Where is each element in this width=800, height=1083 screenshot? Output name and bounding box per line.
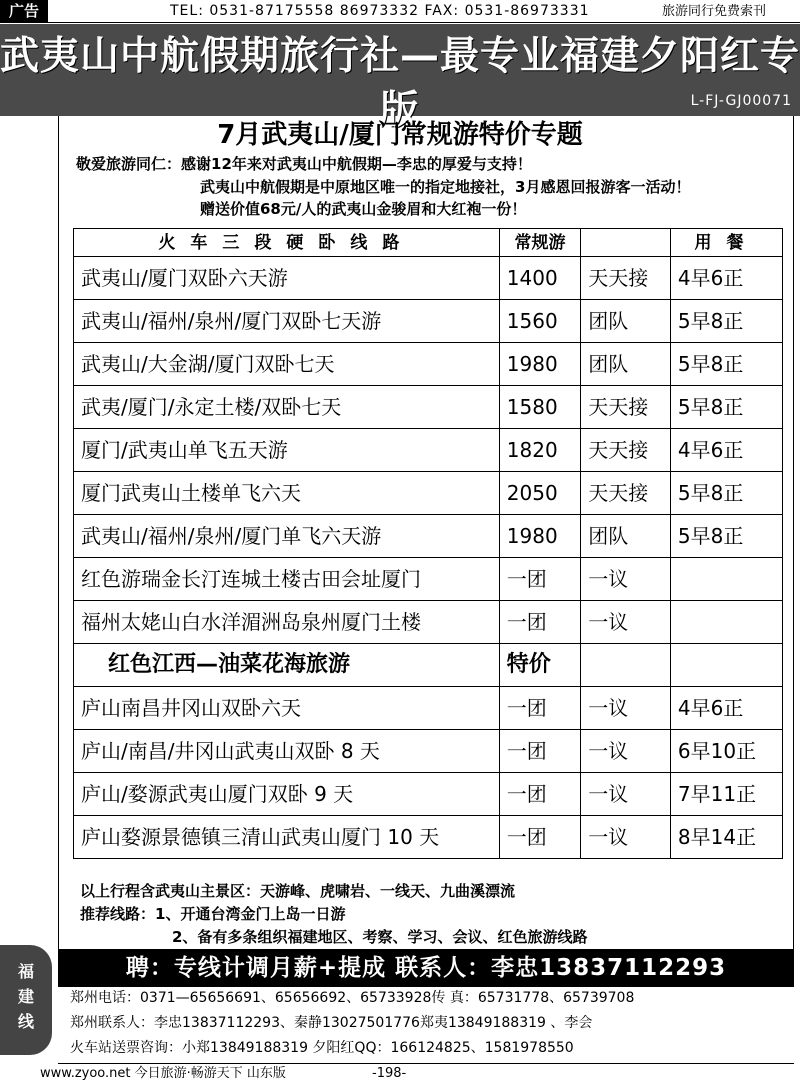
route-type: 天天接 — [581, 429, 671, 472]
section-label: 特价 — [499, 644, 580, 687]
route-type: 一议 — [581, 730, 671, 773]
route-type: 团队 — [581, 343, 671, 386]
route-type: 天天接 — [581, 257, 671, 300]
page-subtitle: 7月武夷山/厦门常规游特价专题 — [217, 120, 583, 150]
header-meal: 用餐 — [670, 229, 782, 257]
route-type: 一议 — [581, 601, 671, 644]
footer-site: www.zyoo.net 今日旅游·畅游天下 山东版 — [40, 1066, 286, 1081]
top-divider — [0, 22, 800, 23]
ad-tag: 广告 — [0, 0, 48, 22]
route-price: 1560 — [499, 300, 580, 343]
route-meal — [670, 601, 782, 644]
route-name: 红色游瑞金长汀连城土楼古田会址厦门 — [74, 558, 500, 601]
route-type: 一议 — [581, 773, 671, 816]
note-line-2: 推荐线路：1、开通台湾金门上岛一日游 — [80, 905, 346, 923]
route-price: 1580 — [499, 386, 580, 429]
banner-title: 武夷山中航假期旅行社—最专业福建夕阳红专版 — [0, 34, 800, 133]
section-empty — [581, 644, 671, 687]
contact-line: TEL: 0531-87175558 86973332 FAX: 0531-86973331 — [170, 3, 590, 19]
route-meal: 6早10正 — [670, 730, 782, 773]
table-row — [74, 515, 783, 558]
note-line-1: 以上行程含武夷山主景区：天游峰、虎啸岩、一线天、九曲溪漂流 — [80, 882, 516, 900]
table-row — [74, 257, 783, 300]
header-route: 火车三段硬卧线路 — [74, 229, 500, 257]
intro-line-3: 赠送价值68元/人的武夷山金骏眉和大红袍一份！ — [200, 200, 527, 218]
region-side-tab — [0, 945, 52, 1055]
route-meal: 4早6正 — [670, 429, 782, 472]
table-row — [74, 816, 783, 859]
section-empty — [670, 644, 782, 687]
side-tab-char: 福 — [17, 962, 34, 981]
route-price: 1820 — [499, 429, 580, 472]
route-price: 一团 — [499, 687, 580, 730]
table-row — [74, 472, 783, 515]
info-line-1: 郑州电话：0371—65656691、65656692、65733928传 真：65731778、65739708 — [70, 990, 635, 1006]
route-type: 一议 — [581, 687, 671, 730]
section-title: 红色江西—油菜花海旅游 — [74, 644, 500, 687]
page-number: -198- — [372, 1066, 407, 1081]
side-tab-char: 建 — [17, 987, 34, 1006]
route-price: 1980 — [499, 515, 580, 558]
publication-tag: 旅游同行免费索刊 — [662, 4, 767, 19]
route-meal: 5早8正 — [670, 343, 782, 386]
route-meal: 5早8正 — [670, 515, 782, 558]
route-price: 1400 — [499, 257, 580, 300]
route-name: 厦门武夷山土楼单飞六天 — [74, 472, 500, 515]
route-price: 一团 — [499, 730, 580, 773]
route-name: 庐山婺源景德镇三清山武夷山厦门 10 天 — [74, 816, 500, 859]
route-name: 庐山/南昌/井冈山武夷山双卧 8 天 — [74, 730, 500, 773]
route-name: 武夷/厦门/永定土楼/双卧七天 — [74, 386, 500, 429]
table-row — [74, 773, 783, 816]
table-row — [74, 386, 783, 429]
table-row — [74, 429, 783, 472]
info-line-3: 火车站送票咨询：小郑13849188319 夕阳红QQ：166124825、1581978550 — [70, 1040, 574, 1056]
route-price: 一团 — [499, 816, 580, 859]
header-price: 常规游 — [499, 229, 580, 257]
route-type: 一议 — [581, 558, 671, 601]
route-meal: 5早8正 — [670, 386, 782, 429]
route-name: 庐山南昌井冈山双卧六天 — [74, 687, 500, 730]
route-price: 一团 — [499, 773, 580, 816]
route-type: 天天接 — [581, 386, 671, 429]
table-row — [74, 300, 783, 343]
route-meal: 8早14正 — [670, 816, 782, 859]
table-row — [74, 558, 783, 601]
table-row — [74, 343, 783, 386]
table-row — [74, 601, 783, 644]
note-line-3: 2、备有多条组织福建地区、考察、学习、会议、红色旅游线路 — [172, 928, 588, 946]
header-type — [581, 229, 671, 257]
route-type: 团队 — [581, 300, 671, 343]
bottom-divider — [58, 1063, 794, 1064]
route-name: 武夷山/福州/泉州/厦门单飞六天游 — [74, 515, 500, 558]
table-row — [74, 730, 783, 773]
section-row — [74, 644, 783, 687]
route-type: 团队 — [581, 515, 671, 558]
table-row — [74, 687, 783, 730]
route-meal: 4早6正 — [670, 257, 782, 300]
route-name: 庐山/婺源武夷山厦门双卧 9 天 — [74, 773, 500, 816]
route-meal: 5早8正 — [670, 300, 782, 343]
route-name: 武夷山/大金湖/厦门双卧七天 — [74, 343, 500, 386]
route-type: 一议 — [581, 816, 671, 859]
route-meal — [670, 558, 782, 601]
route-price: 2050 — [499, 472, 580, 515]
route-price: 一团 — [499, 601, 580, 644]
intro-line-1: 敬爱旅游同仁：感谢12年来对武夷山中航假期—李忠的厚爱与支持！ — [76, 155, 532, 173]
route-type: 天天接 — [581, 472, 671, 515]
recruit-bar: 聘：专线计调月薪+提成 联系人：李忠13837112293 — [58, 949, 794, 987]
route-meal: 4早6正 — [670, 687, 782, 730]
info-line-2: 郑州联系人：李忠13837112293、秦静13027501776郑夷13849188319 、李会 — [70, 1015, 593, 1031]
route-name: 厦门/武夷山单飞五天游 — [74, 429, 500, 472]
route-price: 1980 — [499, 343, 580, 386]
route-meal: 7早11正 — [670, 773, 782, 816]
license-number: L-FJ-GJ00071 — [690, 93, 792, 109]
route-name: 武夷山/厦门双卧六天游 — [74, 257, 500, 300]
table-header — [74, 229, 783, 257]
route-price: 一团 — [499, 558, 580, 601]
route-meal: 5早8正 — [670, 472, 782, 515]
side-tab-char: 线 — [17, 1012, 34, 1031]
route-name: 武夷山/福州/泉州/厦门双卧七天游 — [74, 300, 500, 343]
intro-line-2: 武夷山中航假期是中原地区唯一的指定地接社，3月感恩回报游客一活动！ — [200, 178, 691, 196]
routes-table — [73, 228, 783, 859]
route-name: 福州太姥山白水洋湄洲岛泉州厦门土楼 — [74, 601, 500, 644]
